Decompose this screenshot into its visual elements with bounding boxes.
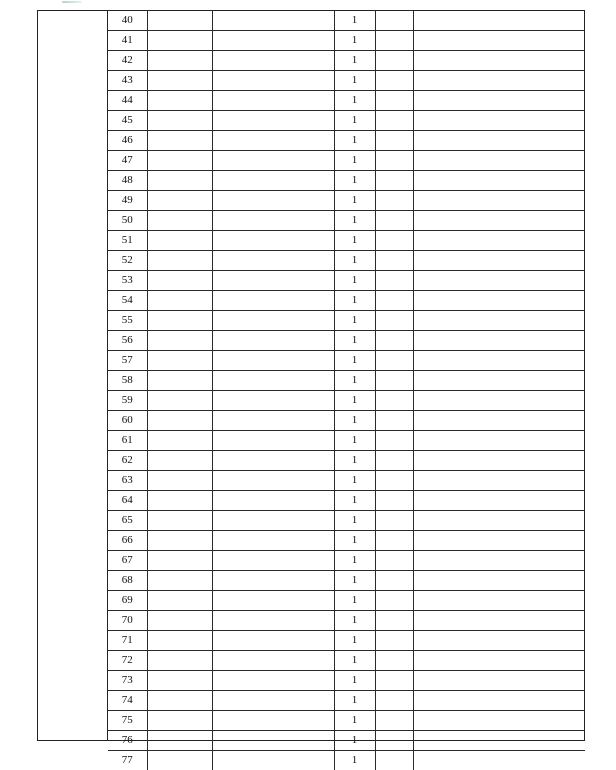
- empty-cell: [212, 651, 334, 671]
- table-row: [108, 751, 585, 770]
- empty-cell: [147, 191, 212, 211]
- quantity-cell: 1: [334, 311, 375, 331]
- table-row: [108, 131, 585, 151]
- empty-cell: [147, 451, 212, 471]
- quantity-cell: 1: [334, 731, 375, 751]
- empty-cell: [147, 331, 212, 351]
- row-number-cell: 54: [108, 291, 147, 311]
- remarks-cell: [413, 11, 585, 31]
- empty-cell: [375, 571, 413, 591]
- empty-cell: [212, 251, 334, 271]
- empty-cell: [375, 191, 413, 211]
- table-row: [108, 491, 585, 511]
- row-number-cell: 69: [108, 591, 147, 611]
- empty-cell: [212, 471, 334, 491]
- table-row: [108, 611, 585, 631]
- table-row: [108, 51, 585, 71]
- remarks-cell: [413, 531, 585, 551]
- empty-cell: [212, 511, 334, 531]
- empty-cell: [147, 151, 212, 171]
- empty-cell: [212, 131, 334, 151]
- empty-cell: [147, 671, 212, 691]
- empty-cell: [147, 431, 212, 451]
- empty-cell: [147, 251, 212, 271]
- quantity-cell: 1: [334, 391, 375, 411]
- empty-cell: [375, 251, 413, 271]
- empty-cell: [375, 151, 413, 171]
- table-row: [108, 671, 585, 691]
- table-row: [108, 251, 585, 271]
- empty-cell: [212, 111, 334, 131]
- table-row: [108, 291, 585, 311]
- empty-cell: [147, 711, 212, 731]
- remarks-cell: [413, 171, 585, 191]
- merged-category-cell: [38, 11, 108, 740]
- table-row: [108, 191, 585, 211]
- empty-cell: [147, 411, 212, 431]
- row-number-cell: 51: [108, 231, 147, 251]
- empty-cell: [212, 691, 334, 711]
- table-row: [108, 151, 585, 171]
- table-row: [108, 591, 585, 611]
- row-number-cell: 66: [108, 531, 147, 551]
- row-number-cell: 60: [108, 411, 147, 431]
- quantity-cell: 1: [334, 291, 375, 311]
- table-row: [108, 211, 585, 231]
- empty-cell: [147, 211, 212, 231]
- quantity-cell: 1: [334, 411, 375, 431]
- quantity-cell: 1: [334, 191, 375, 211]
- quantity-cell: 1: [334, 431, 375, 451]
- empty-cell: [212, 151, 334, 171]
- header-stamp-mark: [62, 1, 82, 3]
- empty-cell: [375, 391, 413, 411]
- empty-cell: [147, 271, 212, 291]
- empty-cell: [375, 491, 413, 511]
- row-number-cell: 71: [108, 631, 147, 651]
- empty-cell: [147, 291, 212, 311]
- empty-cell: [212, 351, 334, 371]
- empty-cell: [147, 491, 212, 511]
- empty-cell: [375, 311, 413, 331]
- remarks-cell: [413, 331, 585, 351]
- row-number-cell: 52: [108, 251, 147, 271]
- empty-cell: [147, 171, 212, 191]
- item-table: [37, 10, 585, 741]
- empty-cell: [375, 651, 413, 671]
- empty-cell: [212, 211, 334, 231]
- empty-cell: [147, 111, 212, 131]
- empty-cell: [147, 691, 212, 711]
- quantity-cell: 1: [334, 631, 375, 651]
- empty-cell: [212, 591, 334, 611]
- table-row: [108, 351, 585, 371]
- empty-cell: [147, 311, 212, 331]
- empty-cell: [212, 291, 334, 311]
- empty-cell: [147, 471, 212, 491]
- quantity-cell: 1: [334, 371, 375, 391]
- row-number-cell: 73: [108, 671, 147, 691]
- empty-cell: [212, 331, 334, 351]
- empty-cell: [375, 291, 413, 311]
- remarks-cell: [413, 591, 585, 611]
- remarks-cell: [413, 291, 585, 311]
- row-number-cell: 42: [108, 51, 147, 71]
- quantity-cell: 1: [334, 691, 375, 711]
- empty-cell: [375, 631, 413, 651]
- empty-cell: [212, 631, 334, 651]
- empty-cell: [147, 631, 212, 651]
- table-row: [108, 531, 585, 551]
- row-number-cell: 53: [108, 271, 147, 291]
- table-row: [108, 411, 585, 431]
- remarks-cell: [413, 711, 585, 731]
- quantity-cell: 1: [334, 511, 375, 531]
- table-row: [108, 271, 585, 291]
- remarks-cell: [413, 231, 585, 251]
- table-row: [108, 71, 585, 91]
- empty-cell: [212, 671, 334, 691]
- remarks-cell: [413, 191, 585, 211]
- quantity-cell: 1: [334, 711, 375, 731]
- table-row: [108, 11, 585, 31]
- empty-cell: [212, 531, 334, 551]
- empty-cell: [375, 711, 413, 731]
- row-number-cell: 44: [108, 91, 147, 111]
- row-number-cell: 46: [108, 131, 147, 151]
- empty-cell: [212, 71, 334, 91]
- quantity-cell: 1: [334, 171, 375, 191]
- table-row: [108, 551, 585, 571]
- row-number-cell: 68: [108, 571, 147, 591]
- table-row: [108, 311, 585, 331]
- empty-cell: [375, 111, 413, 131]
- remarks-cell: [413, 631, 585, 651]
- row-number-cell: 48: [108, 171, 147, 191]
- row-number-cell: 41: [108, 31, 147, 51]
- remarks-cell: [413, 151, 585, 171]
- empty-cell: [147, 591, 212, 611]
- remarks-cell: [413, 131, 585, 151]
- table-row: [108, 391, 585, 411]
- row-number-cell: 64: [108, 491, 147, 511]
- remarks-cell: [413, 671, 585, 691]
- empty-cell: [212, 611, 334, 631]
- empty-cell: [375, 591, 413, 611]
- empty-cell: [375, 71, 413, 91]
- remarks-cell: [413, 551, 585, 571]
- table-row: [108, 171, 585, 191]
- remarks-cell: [413, 31, 585, 51]
- quantity-cell: 1: [334, 211, 375, 231]
- remarks-cell: [413, 611, 585, 631]
- empty-cell: [212, 191, 334, 211]
- table-row: [108, 111, 585, 131]
- remarks-cell: [413, 411, 585, 431]
- empty-cell: [212, 711, 334, 731]
- quantity-cell: 1: [334, 271, 375, 291]
- quantity-cell: 1: [334, 551, 375, 571]
- empty-cell: [375, 211, 413, 231]
- quantity-cell: 1: [334, 131, 375, 151]
- table-row: [108, 711, 585, 731]
- empty-cell: [147, 91, 212, 111]
- row-number-cell: 76: [108, 731, 147, 751]
- remarks-cell: [413, 51, 585, 71]
- table-row: [108, 231, 585, 251]
- quantity-cell: 1: [334, 651, 375, 671]
- table-row: [108, 31, 585, 51]
- remarks-cell: [413, 111, 585, 131]
- empty-cell: [147, 231, 212, 251]
- row-number-cell: 77: [108, 751, 147, 770]
- empty-cell: [212, 411, 334, 431]
- table-body: [108, 11, 585, 770]
- empty-cell: [212, 31, 334, 51]
- table-row: [108, 331, 585, 351]
- row-number-cell: 50: [108, 211, 147, 231]
- remarks-cell: [413, 651, 585, 671]
- remarks-cell: [413, 451, 585, 471]
- remarks-cell: [413, 491, 585, 511]
- empty-cell: [147, 751, 212, 770]
- empty-cell: [212, 451, 334, 471]
- table-row: [108, 511, 585, 531]
- quantity-cell: 1: [334, 591, 375, 611]
- remarks-cell: [413, 391, 585, 411]
- empty-cell: [147, 351, 212, 371]
- row-number-cell: 65: [108, 511, 147, 531]
- empty-cell: [375, 691, 413, 711]
- empty-cell: [147, 71, 212, 91]
- quantity-cell: 1: [334, 331, 375, 351]
- quantity-cell: 1: [334, 91, 375, 111]
- quantity-cell: 1: [334, 151, 375, 171]
- row-number-cell: 72: [108, 651, 147, 671]
- empty-cell: [375, 231, 413, 251]
- table-row: [108, 431, 585, 451]
- empty-cell: [147, 511, 212, 531]
- empty-cell: [375, 31, 413, 51]
- item-rows-table: [108, 11, 585, 770]
- empty-cell: [212, 431, 334, 451]
- empty-cell: [375, 411, 413, 431]
- empty-cell: [212, 371, 334, 391]
- remarks-cell: [413, 91, 585, 111]
- empty-cell: [375, 351, 413, 371]
- row-number-cell: 55: [108, 311, 147, 331]
- row-number-cell: 62: [108, 451, 147, 471]
- empty-cell: [147, 571, 212, 591]
- quantity-cell: 1: [334, 491, 375, 511]
- empty-cell: [375, 271, 413, 291]
- empty-cell: [212, 571, 334, 591]
- remarks-cell: [413, 311, 585, 331]
- row-number-cell: 67: [108, 551, 147, 571]
- empty-cell: [212, 751, 334, 770]
- empty-cell: [212, 491, 334, 511]
- empty-cell: [147, 31, 212, 51]
- remarks-cell: [413, 371, 585, 391]
- quantity-cell: 1: [334, 11, 375, 31]
- empty-cell: [375, 331, 413, 351]
- quantity-cell: 1: [334, 451, 375, 471]
- empty-cell: [212, 271, 334, 291]
- row-number-cell: 40: [108, 11, 147, 31]
- remarks-cell: [413, 691, 585, 711]
- row-number-cell: 75: [108, 711, 147, 731]
- empty-cell: [375, 431, 413, 451]
- quantity-cell: 1: [334, 351, 375, 371]
- quantity-cell: 1: [334, 471, 375, 491]
- remarks-cell: [413, 751, 585, 770]
- remarks-cell: [413, 511, 585, 531]
- table-row: [108, 451, 585, 471]
- empty-cell: [212, 311, 334, 331]
- empty-cell: [375, 91, 413, 111]
- quantity-cell: 1: [334, 671, 375, 691]
- quantity-cell: 1: [334, 531, 375, 551]
- empty-cell: [375, 11, 413, 31]
- remarks-cell: [413, 251, 585, 271]
- quantity-cell: 1: [334, 231, 375, 251]
- remarks-cell: [413, 431, 585, 451]
- row-number-cell: 57: [108, 351, 147, 371]
- empty-cell: [147, 651, 212, 671]
- quantity-cell: 1: [334, 611, 375, 631]
- empty-cell: [147, 51, 212, 71]
- quantity-cell: 1: [334, 251, 375, 271]
- table-row: [108, 371, 585, 391]
- empty-cell: [375, 371, 413, 391]
- empty-cell: [375, 471, 413, 491]
- quantity-cell: 1: [334, 71, 375, 91]
- remarks-cell: [413, 571, 585, 591]
- empty-cell: [375, 531, 413, 551]
- empty-cell: [375, 751, 413, 770]
- row-number-cell: 45: [108, 111, 147, 131]
- remarks-cell: [413, 71, 585, 91]
- empty-cell: [147, 11, 212, 31]
- empty-cell: [212, 391, 334, 411]
- remarks-cell: [413, 471, 585, 491]
- row-number-cell: 47: [108, 151, 147, 171]
- quantity-cell: 1: [334, 31, 375, 51]
- empty-cell: [147, 611, 212, 631]
- table-row: [108, 631, 585, 651]
- empty-cell: [212, 11, 334, 31]
- empty-cell: [375, 671, 413, 691]
- row-number-cell: 63: [108, 471, 147, 491]
- empty-cell: [375, 131, 413, 151]
- empty-cell: [212, 51, 334, 71]
- quantity-cell: 1: [334, 51, 375, 71]
- row-number-cell: 61: [108, 431, 147, 451]
- quantity-cell: 1: [334, 751, 375, 770]
- empty-cell: [375, 551, 413, 571]
- quantity-cell: 1: [334, 571, 375, 591]
- empty-cell: [212, 551, 334, 571]
- table-row: [108, 91, 585, 111]
- table-row: [108, 691, 585, 711]
- empty-cell: [147, 391, 212, 411]
- empty-cell: [375, 511, 413, 531]
- row-number-cell: 74: [108, 691, 147, 711]
- remarks-cell: [413, 271, 585, 291]
- table-row: [108, 471, 585, 491]
- empty-cell: [375, 171, 413, 191]
- quantity-cell: 1: [334, 111, 375, 131]
- remarks-cell: [413, 351, 585, 371]
- table-row: [108, 651, 585, 671]
- row-number-cell: 49: [108, 191, 147, 211]
- empty-cell: [375, 51, 413, 71]
- empty-cell: [212, 91, 334, 111]
- row-number-cell: 70: [108, 611, 147, 631]
- row-number-cell: 43: [108, 71, 147, 91]
- empty-cell: [147, 551, 212, 571]
- empty-cell: [147, 371, 212, 391]
- remarks-cell: [413, 211, 585, 231]
- empty-cell: [147, 531, 212, 551]
- empty-cell: [212, 231, 334, 251]
- row-number-cell: 56: [108, 331, 147, 351]
- empty-cell: [375, 451, 413, 471]
- empty-cell: [212, 171, 334, 191]
- table-row: [108, 571, 585, 591]
- row-number-cell: 58: [108, 371, 147, 391]
- row-number-cell: 59: [108, 391, 147, 411]
- empty-cell: [375, 611, 413, 631]
- empty-cell: [147, 131, 212, 151]
